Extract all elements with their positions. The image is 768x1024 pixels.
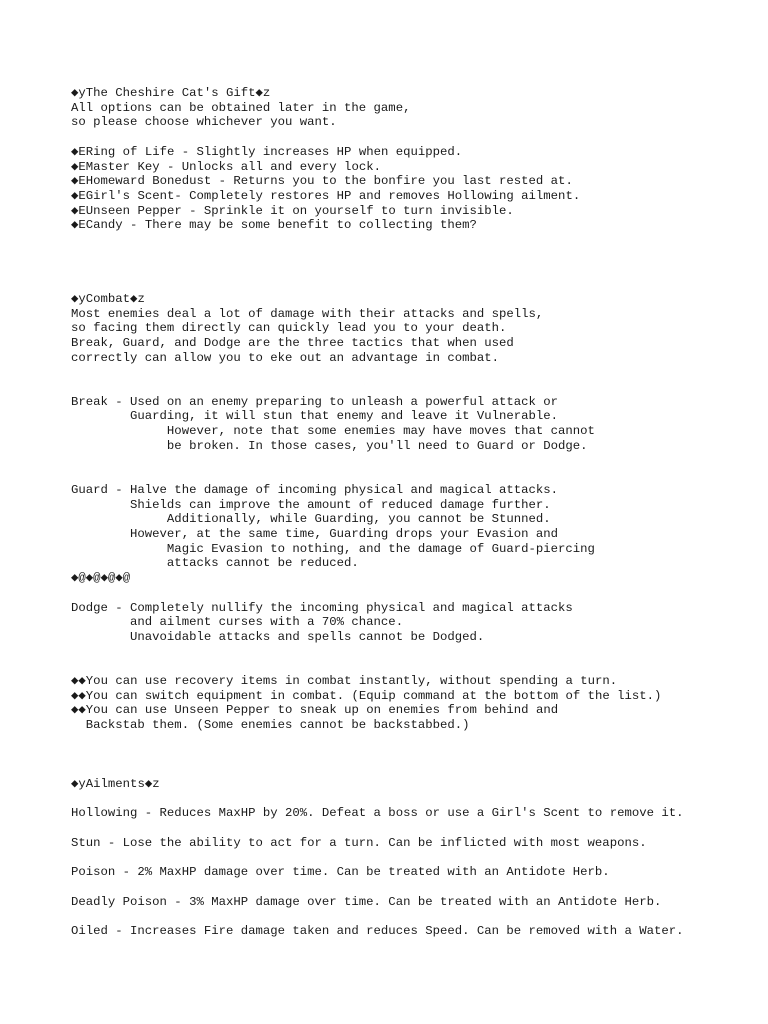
gift-item: ◆EGirl's Scent- Completely restores HP and removes Hollowing ailment. [71,188,581,203]
combat-tip: ◆◆You can use recovery items in combat instantly, without spending a turn. [71,674,618,689]
combat-tip: ◆◆You can use Unseen Pepper to sneak up on enemies from behind and [71,703,559,718]
gift-item: ◆ERing of Life - Slightly increases HP when equipped. [71,144,463,159]
ailments-section [71,777,761,939]
guard-line: Guard - Halve the damage of incoming physical and magical attacks. [71,482,559,497]
document-page [71,86,761,939]
ailment-item: Oiled - Increases Fire damage taken and reduces Speed. Can be removed with a Water. [71,923,684,938]
ailment-item: Deadly Poison - 3% MaxHP damage over time. Can be treated with an Antidote Herb. [71,894,662,909]
gift-section [71,86,761,233]
guard-line: attacks cannot be reduced. [71,556,359,571]
combat-tip: ◆◆You can switch equipment in combat. (Equip command at the bottom of the list.) [71,688,662,703]
gift-intro-line: All options can be obtained later in the game, [71,100,411,115]
guard-line: Shields can improve the amount of reduced damage further. [71,497,551,512]
break-line: be broken. In those cases, you'll need to Guard or Dodge. [71,438,588,453]
gift-item: ◆EHomeward Bonedust - Returns you to the bonfire you last rested at. [71,174,573,189]
guard-line: Magic Evasion to nothing, and the damage of Guard-piercing [71,541,595,556]
guard-line: Additionally, while Guarding, you cannot be Stunned. [71,512,551,527]
combat-intro-line: Most enemies deal a lot of damage with their attacks and spells, [71,306,544,321]
dodge-line: Unavoidable attacks and spells cannot be Dodged. [71,629,485,644]
combat-section [71,292,761,733]
combat-intro-line: correctly can allow you to eke out an advantage in combat. [71,350,500,365]
combat-intro-line: Break, Guard, and Dodge are the three tactics that when used [71,335,514,350]
gift-item: ◆EMaster Key - Unlocks all and every lock. [71,159,381,174]
gift-intro-line: so please choose whichever you want. [71,115,337,130]
dodge-line: and ailment curses with a 70% chance. [71,615,404,630]
combat-intro-line: so facing them directly can quickly lead you to your death. [71,321,507,336]
ailment-item: Stun - Lose the ability to act for a turn. Can be inflicted with most weapons. [71,835,647,850]
ailments-heading: ◆yAilments◆z [71,776,160,791]
dodge-line: Dodge - Completely nullify the incoming physical and magical attacks [71,600,573,615]
guard-line: However, at the same time, Guarding drops your Evasion and [71,527,559,542]
gift-item: ◆EUnseen Pepper - Sprinkle it on yourself to turn invisible. [71,203,514,218]
break-line: However, note that some enemies may have moves that cannot [71,424,595,439]
break-line: Guarding, it will stun that enemy and leave it Vulnerable. [71,409,559,424]
gift-heading: ◆yThe Cheshire Cat's Gift◆z [71,86,271,100]
guard-separator: ◆@◆@◆@◆@ [71,571,131,586]
ailment-item: Hollowing - Reduces MaxHP by 20%. Defeat a boss or use a Girl's Scent to remove it. [71,806,684,821]
combat-heading: ◆yCombat◆z [71,291,145,306]
ailment-item: Poison - 2% MaxHP damage over time. Can be treated with an Antidote Herb. [71,865,610,880]
combat-tip: Backstab them. (Some enemies cannot be backstabbed.) [71,718,470,733]
break-line: Break - Used on an enemy preparing to unleash a powerful attack or [71,394,559,409]
gift-item: ◆ECandy - There may be some benefit to collecting them? [71,218,477,233]
